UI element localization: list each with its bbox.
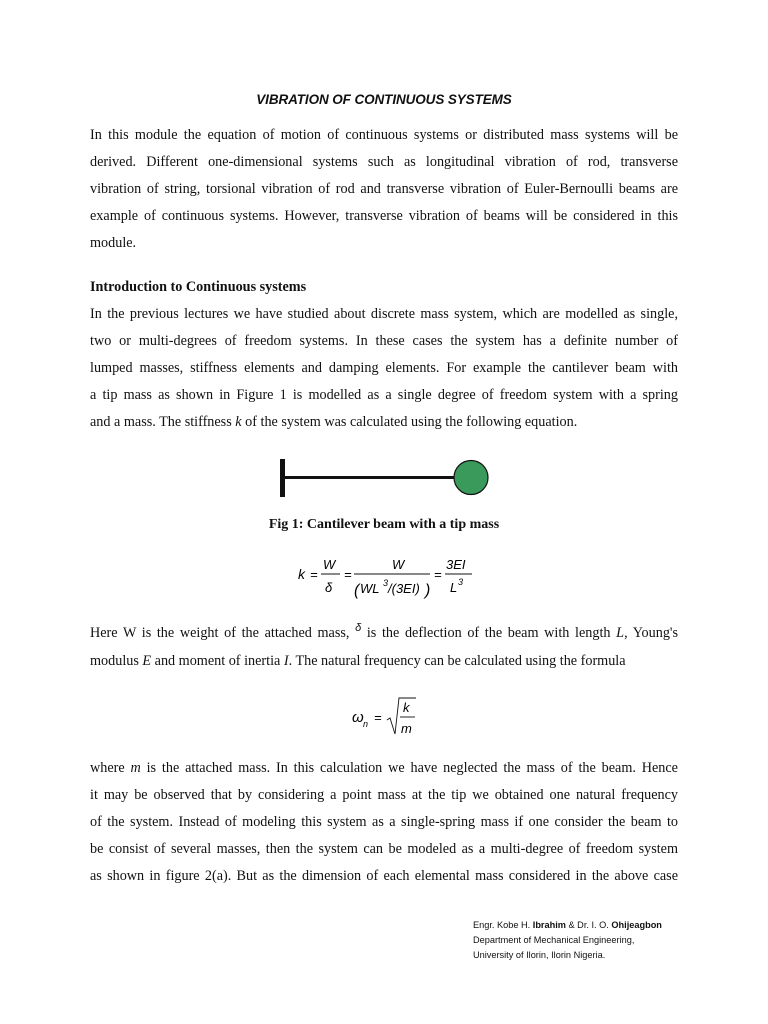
svg-text:): )	[425, 582, 431, 599]
text-line: two or multi-degrees of freedom systems. In these cases the system has a definite number of	[90, 333, 678, 349]
omega-subscript: n	[363, 719, 369, 729]
text-line: of the system. Instead of modeling this system as a single-spring mass if one consider the beam to	[90, 814, 678, 830]
text-line: In the previous lectures we have studied about discrete mass system, which are modelled as single,	[90, 306, 678, 322]
stiffness-equation	[292, 553, 482, 614]
omega-symbol: ω	[352, 709, 364, 726]
text-line: Here W is the weight of the attached mass, $^\delta$ is the deflection of the beam with length L, Young's	[90, 622, 679, 641]
frac2-den-exp: 3	[383, 578, 389, 588]
text-line: In this module the equation of motion of continuous systems or distributed mass systems will be	[90, 127, 678, 143]
closing-paragraph	[90, 755, 678, 890]
text-line: example of continuous systems. However, transverse vibration of beams will be considered in this	[90, 208, 678, 224]
svg-text:(: (	[354, 582, 360, 599]
frac3-den: L	[450, 580, 458, 595]
eq-lhs: k	[298, 566, 305, 582]
text-line: modulus E and moment of inertia I. The natural frequency can be calculated using the formula	[90, 653, 626, 669]
deflection-paragraph	[90, 620, 678, 675]
text-line: be consist of several masses, then the system can be modeled as a multi-degree of freedom system	[90, 841, 678, 857]
frac2-numerator: W	[392, 557, 405, 572]
footer-department: Department of Mechanical Engineering,	[473, 935, 635, 945]
footer-university: University of Ilorin, Ilorin Nigeria.	[473, 950, 606, 960]
section-paragraph	[90, 301, 678, 436]
text-line: where m is the attached mass. In this calculation we have neglected the mass of the beam. Hence	[90, 760, 678, 776]
text-line: lumped masses, stiffness elements and damping elements. For example the cantilever beam with	[90, 360, 678, 376]
text-line: it may be observed that by considering a point mass at the tip we obtained one natural frequency	[90, 787, 678, 803]
text-line: as shown in figure 2(a). But as the dimension of each elemental mass considered in the above case	[90, 868, 678, 884]
frac1-numerator: W	[323, 557, 336, 572]
sqrt-numerator: k	[403, 700, 410, 715]
tip-mass	[454, 461, 488, 495]
text-line: and a mass. The stiffness k of the system was calculated using the following equation.	[90, 414, 578, 430]
sqrt-denominator: m	[401, 721, 412, 736]
text-line: derived. Different one-dimensional systems such as longitudinal vibration of rod, transverse	[90, 154, 678, 170]
eq-sign: =	[344, 567, 352, 582]
section-heading: Introduction to Continuous systems	[90, 279, 307, 295]
frac2-den-b: /(3EI)	[388, 581, 420, 596]
document-title: VIBRATION OF CONTINUOUS SYSTEMS	[256, 92, 512, 107]
frac3-den-exp: 3	[458, 577, 464, 587]
page-footer	[473, 918, 662, 963]
frac2-den-a: WL	[360, 581, 380, 596]
figure-caption: Fig 1: Cantilever beam with a tip mass	[268, 517, 500, 532]
frac3-numerator: 3EI	[446, 557, 466, 572]
cantilever-beam-figure	[276, 454, 496, 507]
text-line: vibration of string, torsional vibration of rod and transverse vibration of Euler-Bernoulli beams are	[90, 181, 678, 197]
frac1-denominator: δ	[325, 580, 333, 595]
eq-sign: =	[310, 567, 318, 582]
intro-paragraph	[90, 122, 678, 257]
text-line: module.	[90, 235, 137, 251]
eq-sign: =	[434, 567, 442, 582]
natural-frequency-equation	[350, 692, 430, 747]
eq-sign: =	[374, 710, 382, 725]
text-line: a tip mass as shown in Figure 1 is modelled as a single degree of freedom system with a spring	[90, 387, 678, 403]
beam	[284, 476, 459, 479]
footer-authors: Engr. Kobe H. Ibrahim & Dr. I. O. Ohijeagbon	[473, 920, 662, 930]
